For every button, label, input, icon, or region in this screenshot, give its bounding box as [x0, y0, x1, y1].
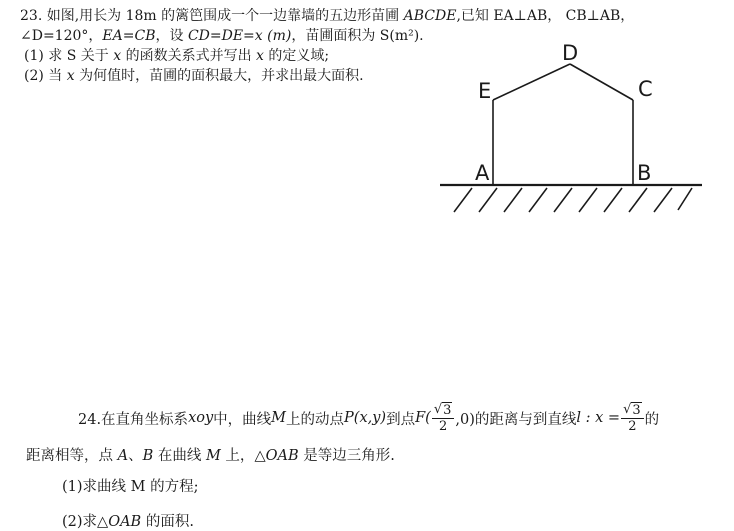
wall	[440, 185, 702, 212]
q24-text: 在曲线	[153, 448, 206, 464]
q24-text: 是等边三角形.	[298, 448, 395, 464]
pentagon-figure	[430, 40, 710, 240]
hatch-mark	[678, 188, 692, 210]
q24-line-1	[78, 398, 659, 438]
q24-text: (2)求	[62, 514, 98, 530]
q23-text: 23. 如图,用长为 18m 的篱笆围成一个一边靠墙的五边形苗圃	[20, 8, 404, 24]
q23-text: ，苗圃面积为 S(m²).	[291, 28, 424, 44]
fraction-denominator: 2	[438, 419, 448, 434]
hatch-mark	[604, 188, 622, 212]
q24-text: 24.在直角坐标系	[78, 411, 189, 428]
q24-text: 的	[644, 411, 660, 428]
q23-var: x	[113, 48, 122, 64]
q23-var: x	[256, 48, 264, 64]
q24-var: △OAB	[97, 514, 142, 530]
label-c: C	[638, 77, 653, 101]
q23-var: x	[66, 68, 75, 84]
q24-var: M	[271, 410, 287, 426]
q24-text: 到点	[386, 411, 416, 428]
radical-sign: √	[623, 402, 632, 417]
hatch-mark	[454, 188, 472, 212]
q23-var: CD=DE=x (m)	[187, 28, 292, 44]
sqrt-symbol	[623, 402, 642, 418]
q24-var: △OAB	[254, 448, 299, 464]
hatch-mark	[579, 188, 597, 212]
radicand: 3	[632, 403, 641, 418]
q24-text: 的面积.	[141, 514, 194, 530]
q23-text: 的函数关系式并写出	[121, 48, 257, 64]
q23-text: 的定义域;	[263, 48, 330, 64]
q24-var: xoy	[188, 410, 214, 426]
fraction-sqrt3-over-2	[432, 402, 455, 434]
q24-text: 上，	[220, 448, 255, 464]
edge-dc	[570, 64, 633, 100]
q24-var: F(	[415, 410, 431, 426]
q23-var: EA=CB	[102, 28, 156, 44]
pentagon-outline	[493, 64, 633, 184]
q24-var: A	[117, 448, 129, 464]
sqrt-symbol	[434, 402, 453, 418]
q24-line-2	[26, 444, 659, 465]
question-24	[26, 398, 659, 531]
label-e: E	[478, 79, 492, 103]
q24-part-1: (1)求曲线 M 的方程;	[62, 479, 199, 495]
hatch-mark	[504, 188, 522, 212]
q23-text: 为何值时，苗圃的面积最大，并求出最大面积.	[74, 68, 364, 84]
label-a: A	[475, 161, 490, 185]
q24-text: ,0)的距离与到直线	[455, 411, 577, 428]
radical-sign: √	[433, 402, 443, 417]
q23-text: ，设	[155, 28, 188, 44]
q24-var: M	[205, 448, 221, 464]
q24-text: 、	[128, 448, 143, 464]
q24-text: 上的动点	[286, 411, 345, 428]
q23-text: (1) 求 S 关于	[24, 48, 114, 64]
label-b: B	[637, 161, 652, 185]
fraction-denominator: 2	[628, 419, 637, 434]
radicand: 3	[443, 403, 452, 418]
hatch-mark	[654, 188, 672, 212]
q24-text: 中，曲线	[213, 411, 272, 428]
fraction-sqrt3-over-2	[621, 402, 644, 434]
q23-text: (2) 当	[24, 68, 67, 84]
hatch-mark	[479, 188, 497, 212]
label-d: D	[562, 41, 579, 65]
q23-text: ,已知 EA⊥AB， CB⊥AB，	[456, 8, 635, 24]
q23-line-1	[20, 6, 634, 26]
fraction-numerator	[621, 402, 644, 419]
q24-var: P(x,y)	[344, 410, 387, 426]
q24-text: 距离相等，点	[26, 448, 118, 464]
q23-var: ABCDE	[403, 8, 457, 24]
fraction-numerator	[432, 402, 455, 419]
wall-hatching	[454, 188, 692, 212]
hatch-mark	[629, 188, 647, 212]
edge-ed	[493, 64, 570, 100]
hatch-mark	[529, 188, 547, 212]
q23-text: ∠D=120°，	[20, 28, 103, 44]
hatch-mark	[554, 188, 572, 212]
q24-var: B	[142, 448, 154, 464]
q24-var: l : x =	[576, 410, 621, 426]
